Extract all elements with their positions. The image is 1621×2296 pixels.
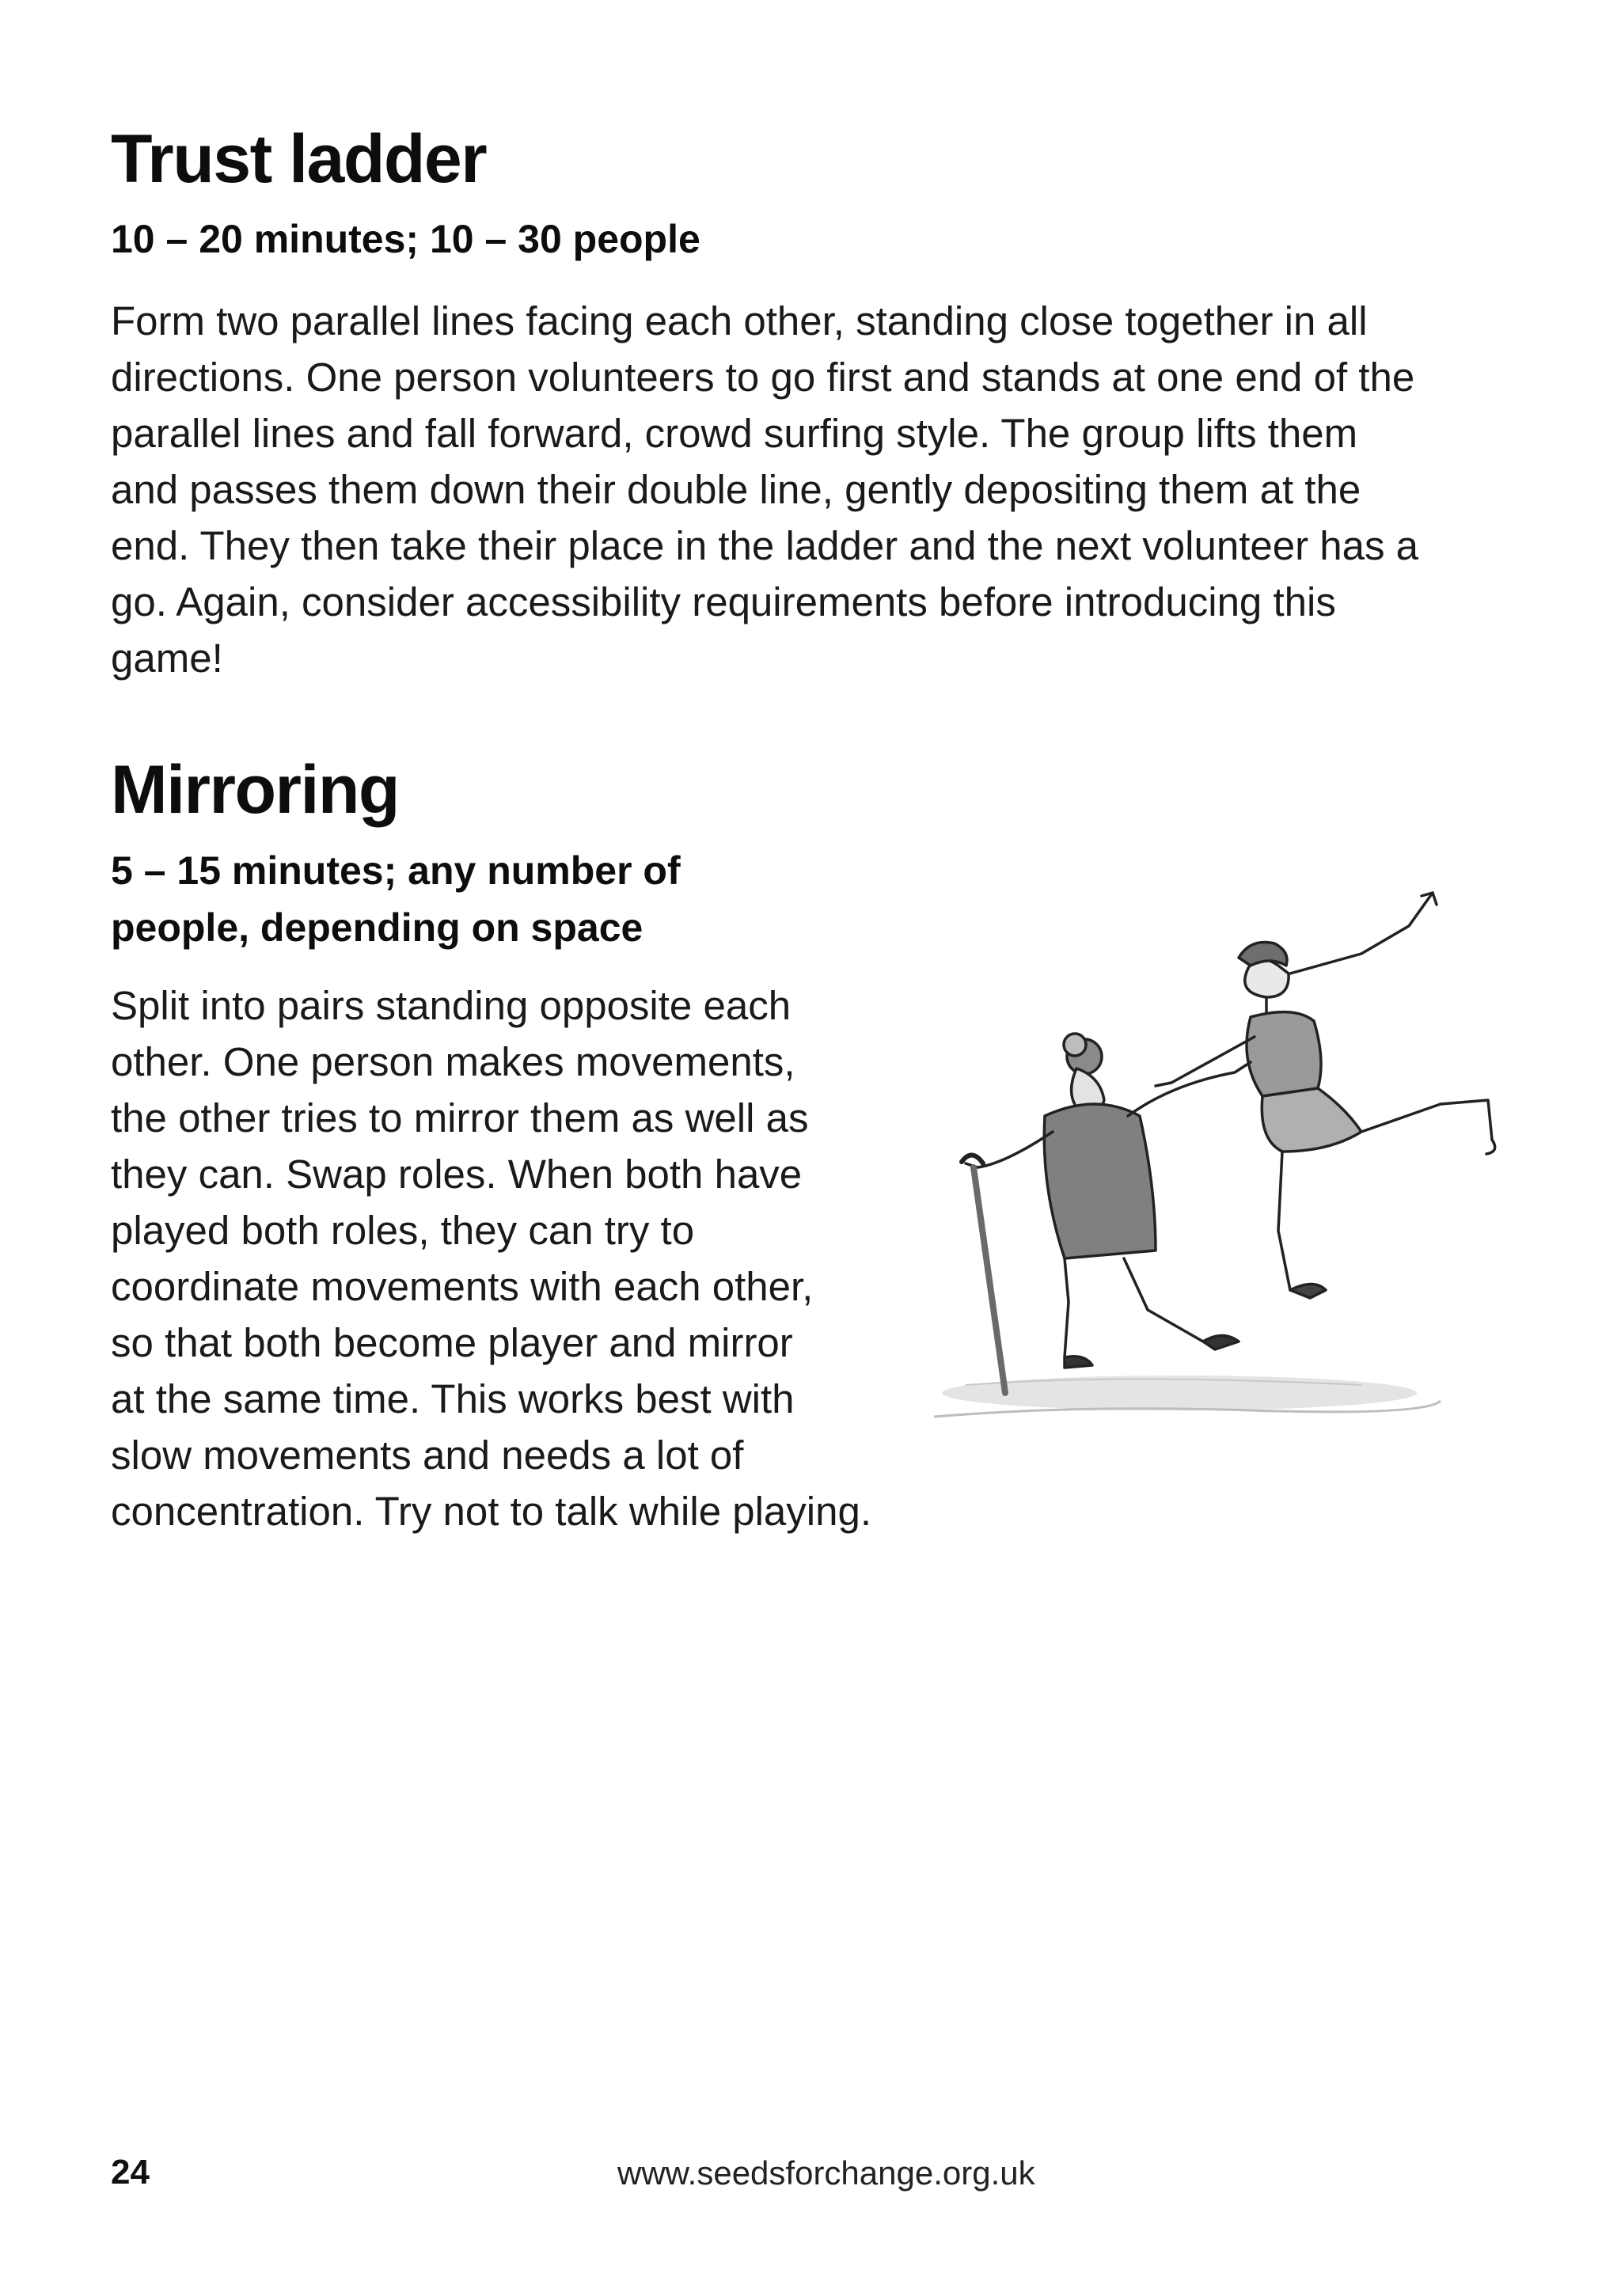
trust-ladder-duration: 10 – 20 minutes; 10 – 30 people: [111, 217, 700, 261]
trust-ladder-line: parallel lines and fall forward, crowd surfing style. The group lifts them: [111, 411, 1358, 456]
mirroring-line: played both roles, they can try to: [111, 1208, 695, 1253]
ground-shadow: [934, 1376, 1441, 1417]
footer-website-link[interactable]: www.seedsforchange.org.uk: [617, 2154, 1035, 2192]
elderly-woman-figure: [962, 1034, 1251, 1393]
mirroring-line: at the same time. This works best with: [111, 1376, 795, 1421]
mirroring-line: Split into pairs standing opposite each: [111, 983, 792, 1028]
mirroring-line: slow movements and needs a lot of: [111, 1433, 744, 1478]
trust-ladder-line: Form two parallel lines facing each other, standing close together in all: [111, 298, 1368, 343]
dancing-woman-figure: [1156, 893, 1495, 1298]
mirroring-line: so that both become player and mirror: [111, 1320, 793, 1365]
trust-ladder-line: game!: [111, 636, 223, 681]
trust-ladder-heading: Trust ladder: [111, 121, 487, 197]
page-number: 24: [111, 2153, 150, 2192]
mirroring-line: concentration. Try not to talk while playing.: [111, 1489, 872, 1534]
trust-ladder-line: and passes them down their double line, gently depositing them at the: [111, 467, 1361, 512]
mirroring-line: coordinate movements with each other,: [111, 1264, 814, 1309]
mirroring-line: they can. Swap roles. When both have: [111, 1152, 803, 1197]
trust-ladder-line: end. They then take their place in the ladder and the next volunteer has a: [111, 523, 1419, 568]
mirroring-line: other. One person makes movements,: [111, 1039, 795, 1084]
trust-ladder-line: go. Again, consider accessibility requirements before introducing this: [111, 579, 1336, 624]
trust-ladder-line: directions. One person volunteers to go first and stands at one end of the: [111, 355, 1415, 400]
mirroring-duration-line: people, depending on space: [111, 905, 643, 950]
mirroring-duration: [111, 842, 681, 956]
mirroring-duration-line: 5 – 15 minutes; any number of: [111, 848, 681, 893]
mirroring-description: [111, 977, 871, 1539]
trust-ladder-description: [111, 293, 1418, 686]
mirroring-heading: Mirroring: [111, 752, 399, 828]
mirroring-line: the other tries to mirror them as well as: [111, 1095, 809, 1140]
mirroring-illustration: [918, 879, 1520, 1448]
